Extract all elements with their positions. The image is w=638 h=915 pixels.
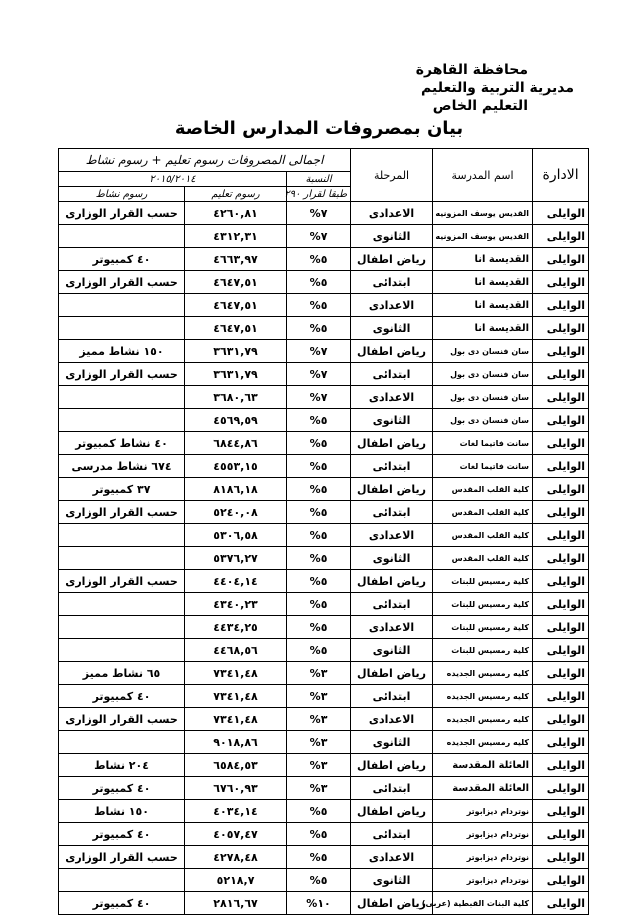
- table-row: [59, 501, 589, 524]
- cell-activity-fee: ٤٠ كمبيوتر: [59, 823, 185, 846]
- cell-stage: الاعدادى: [351, 524, 433, 547]
- cell-activity-fee: حسب القرار الوزارى: [59, 708, 185, 731]
- cell-admin: الوايلى: [533, 271, 589, 294]
- cell-admin: الوايلى: [533, 432, 589, 455]
- cell-tuition-fee: ٩٠١٨,٨٦: [185, 731, 287, 754]
- cell-admin: الوايلى: [533, 225, 589, 248]
- cell-school: نوتردام ديزابوتر: [433, 800, 533, 823]
- header-school: اسم المدرسة: [433, 149, 533, 202]
- cell-school: كلية رمسيس للبنات: [433, 616, 533, 639]
- cell-percentage: ٥%: [287, 869, 351, 892]
- cell-school: سان فنسان دى بول: [433, 409, 533, 432]
- cell-percentage: ٧%: [287, 363, 351, 386]
- table-row: [59, 731, 589, 754]
- table-row: [59, 800, 589, 823]
- cell-tuition-fee: ٦٨٤٤,٨٦: [185, 432, 287, 455]
- cell-stage: الثانوى: [351, 317, 433, 340]
- cell-stage: ابتدائى: [351, 593, 433, 616]
- cell-school: القديسة انا: [433, 317, 533, 340]
- table-body: [59, 202, 589, 915]
- cell-school: كلية القلب المقدس: [433, 478, 533, 501]
- cell-admin: الوايلى: [533, 570, 589, 593]
- cell-admin: الوايلى: [533, 524, 589, 547]
- cell-admin: الوايلى: [533, 800, 589, 823]
- table-row: [59, 547, 589, 570]
- cell-stage: الثانوى: [351, 731, 433, 754]
- cell-activity-fee: ٤٠ نشاط كمبيوتر: [59, 432, 185, 455]
- table-row: [59, 823, 589, 846]
- cell-school: سانت فاتيما لغات: [433, 455, 533, 478]
- cell-activity-fee: ١٥٠ نشاط مميز: [59, 340, 185, 363]
- cell-stage: الاعدادى: [351, 294, 433, 317]
- cell-percentage: ٧%: [287, 386, 351, 409]
- cell-percentage: ٥%: [287, 846, 351, 869]
- cell-admin: الوايلى: [533, 754, 589, 777]
- table-row: [59, 478, 589, 501]
- cell-admin: الوايلى: [533, 593, 589, 616]
- cell-school: القديس يوسف المزونيه: [433, 202, 533, 225]
- table-row: [59, 524, 589, 547]
- cell-percentage: ٣%: [287, 685, 351, 708]
- header-tuition: رسوم تعليم: [185, 187, 287, 202]
- cell-stage: رياض اطفال: [351, 570, 433, 593]
- cell-activity-fee: ٤٠ كمبيوتر: [59, 892, 185, 915]
- page-title: بيان بمصروفات المدارس الخاصة: [174, 118, 464, 139]
- cell-activity-fee: ٦٥ نشاط مميز: [59, 662, 185, 685]
- cell-school: سان فنسان دى بول: [433, 386, 533, 409]
- cell-activity-fee: حسب القرار الوزارى: [59, 363, 185, 386]
- header-total-fees: اجمالى المصروفات رسوم تعليم + رسوم نشاط: [59, 149, 351, 172]
- cell-stage: الاعدادى: [351, 616, 433, 639]
- cell-activity-fee: [59, 731, 185, 754]
- cell-admin: الوايلى: [533, 409, 589, 432]
- cell-percentage: ٥%: [287, 248, 351, 271]
- cell-stage: الاعدادى: [351, 846, 433, 869]
- cell-activity-fee: حسب القرار الوزارى: [59, 202, 185, 225]
- cell-activity-fee: [59, 409, 185, 432]
- cell-school: نوتردام ديزابوتر: [433, 869, 533, 892]
- cell-stage: رياض اطفال: [351, 892, 433, 915]
- table-row: [59, 754, 589, 777]
- cell-percentage: ٥%: [287, 501, 351, 524]
- cell-admin: الوايلى: [533, 662, 589, 685]
- cell-stage: رياض اطفال: [351, 248, 433, 271]
- cell-tuition-fee: ٤٤٠٤,١٤: [185, 570, 287, 593]
- table-row: [59, 363, 589, 386]
- cell-tuition-fee: ٧٣٤١,٤٨: [185, 685, 287, 708]
- cell-activity-fee: ٢٠٤ نشاط: [59, 754, 185, 777]
- cell-tuition-fee: ٣٦٣١,٧٩: [185, 363, 287, 386]
- cell-activity-fee: ٤٠ كمبيوتر: [59, 777, 185, 800]
- cell-activity-fee: ٦٧٤ نشاط مدرسى: [59, 455, 185, 478]
- cell-admin: الوايلى: [533, 708, 589, 731]
- cell-tuition-fee: ٤٢٦٠,٨١: [185, 202, 287, 225]
- table-row: [59, 593, 589, 616]
- cell-stage: الثانوى: [351, 547, 433, 570]
- cell-school: نوتردام ديزابوتر: [433, 823, 533, 846]
- cell-percentage: ٥%: [287, 432, 351, 455]
- cell-activity-fee: [59, 616, 185, 639]
- cell-admin: الوايلى: [533, 547, 589, 570]
- cell-activity-fee: [59, 547, 185, 570]
- cell-percentage: ٣%: [287, 731, 351, 754]
- cell-activity-fee: حسب القرار الوزارى: [59, 501, 185, 524]
- cell-percentage: ٣%: [287, 777, 351, 800]
- header-directorate: مديرية التربية والتعليم: [421, 80, 574, 96]
- cell-admin: الوايلى: [533, 478, 589, 501]
- table-row: [59, 202, 589, 225]
- cell-tuition-fee: ٨١٨٦,١٨: [185, 478, 287, 501]
- table-row: [59, 225, 589, 248]
- cell-percentage: ٥%: [287, 294, 351, 317]
- cell-tuition-fee: ٣٦٨٠,٦٣: [185, 386, 287, 409]
- header-decree: طبقا لقرار ٢٩٠: [287, 187, 351, 202]
- cell-school: القديسة انا: [433, 294, 533, 317]
- table-row: [59, 248, 589, 271]
- cell-admin: الوايلى: [533, 386, 589, 409]
- cell-school: سان فنسان دى بول: [433, 340, 533, 363]
- table-row: [59, 570, 589, 593]
- cell-activity-fee: [59, 869, 185, 892]
- cell-admin: الوايلى: [533, 202, 589, 225]
- cell-tuition-fee: ٤٣١٢,٣١: [185, 225, 287, 248]
- cell-activity-fee: [59, 639, 185, 662]
- table-row: [59, 386, 589, 409]
- table-row: [59, 846, 589, 869]
- cell-activity-fee: حسب القرار الوزارى: [59, 271, 185, 294]
- cell-percentage: ٣%: [287, 662, 351, 685]
- cell-admin: الوايلى: [533, 892, 589, 915]
- cell-tuition-fee: ٧٣٤١,٤٨: [185, 662, 287, 685]
- cell-admin: الوايلى: [533, 869, 589, 892]
- cell-tuition-fee: ٤٥٥٣,١٥: [185, 455, 287, 478]
- table-row: [59, 685, 589, 708]
- cell-school: سان فنسان دى بول: [433, 363, 533, 386]
- cell-stage: رياض اطفال: [351, 432, 433, 455]
- cell-tuition-fee: ٤٦٤٧,٥١: [185, 317, 287, 340]
- cell-admin: الوايلى: [533, 501, 589, 524]
- cell-tuition-fee: ٤٦٤٧,٥١: [185, 294, 287, 317]
- cell-tuition-fee: ٤٣٤٠,٢٣: [185, 593, 287, 616]
- table-row: [59, 616, 589, 639]
- cell-tuition-fee: ٥٢٤٠,٠٨: [185, 501, 287, 524]
- table-row: [59, 340, 589, 363]
- cell-tuition-fee: ٥٣٧٦,٢٧: [185, 547, 287, 570]
- cell-stage: الاعدادى: [351, 202, 433, 225]
- cell-stage: الاعدادى: [351, 708, 433, 731]
- header-governorate: محافظة القاهرة: [415, 62, 528, 78]
- cell-activity-fee: [59, 225, 185, 248]
- cell-school: كلية البنات القبطية (عربى): [433, 892, 533, 915]
- cell-school: كليه رمسيس الجديده: [433, 731, 533, 754]
- cell-percentage: ٥%: [287, 823, 351, 846]
- cell-percentage: ٥%: [287, 478, 351, 501]
- cell-percentage: ٣%: [287, 708, 351, 731]
- table-row: [59, 639, 589, 662]
- cell-school: كليه رمسيس الجديده: [433, 708, 533, 731]
- cell-tuition-fee: ٦٧٦٠,٩٣: [185, 777, 287, 800]
- cell-admin: الوايلى: [533, 731, 589, 754]
- cell-stage: رياض اطفال: [351, 340, 433, 363]
- table-row: [59, 662, 589, 685]
- cell-stage: ابتدائى: [351, 501, 433, 524]
- header-percentage: النسبة: [287, 172, 351, 187]
- cell-percentage: ٥%: [287, 570, 351, 593]
- table-row: [59, 708, 589, 731]
- cell-activity-fee: حسب القرار الوزارى: [59, 846, 185, 869]
- cell-admin: الوايلى: [533, 317, 589, 340]
- cell-school: كلية القلب المقدس: [433, 501, 533, 524]
- cell-admin: الوايلى: [533, 340, 589, 363]
- cell-stage: رياض اطفال: [351, 800, 433, 823]
- cell-percentage: ٥%: [287, 409, 351, 432]
- cell-activity-fee: ٤٠ كمبيوتر: [59, 248, 185, 271]
- cell-admin: الوايلى: [533, 846, 589, 869]
- cell-school: القديسة انا: [433, 271, 533, 294]
- cell-stage: ابتدائى: [351, 363, 433, 386]
- cell-admin: الوايلى: [533, 777, 589, 800]
- cell-tuition-fee: ٧٣٤١,٤٨: [185, 708, 287, 731]
- cell-tuition-fee: ٤٥٦٩,٥٩: [185, 409, 287, 432]
- cell-school: سانت فاتيما لغات: [433, 432, 533, 455]
- cell-percentage: ٥%: [287, 317, 351, 340]
- header-year: ٢٠١٥/٢٠١٤: [59, 172, 287, 187]
- cell-school: كلية رمسيس للبنات: [433, 570, 533, 593]
- cell-school: كليه رمسيس الجديده: [433, 685, 533, 708]
- cell-stage: ابتدائى: [351, 685, 433, 708]
- cell-percentage: ١٠%: [287, 892, 351, 915]
- cell-stage: الثانوى: [351, 225, 433, 248]
- cell-percentage: ٧%: [287, 202, 351, 225]
- cell-percentage: ٥%: [287, 547, 351, 570]
- cell-school: القديسة انا: [433, 248, 533, 271]
- cell-admin: الوايلى: [533, 685, 589, 708]
- cell-percentage: ٣%: [287, 754, 351, 777]
- cell-activity-fee: ٣٧ كمبيوتر: [59, 478, 185, 501]
- cell-activity-fee: [59, 317, 185, 340]
- cell-school: كلية رمسيس للبنات: [433, 639, 533, 662]
- cell-activity-fee: [59, 524, 185, 547]
- cell-activity-fee: [59, 593, 185, 616]
- table-row: [59, 455, 589, 478]
- table-row: [59, 409, 589, 432]
- cell-activity-fee: ١٥٠ نشاط: [59, 800, 185, 823]
- cell-admin: الوايلى: [533, 639, 589, 662]
- cell-percentage: ٥%: [287, 800, 351, 823]
- cell-tuition-fee: ٤٠٣٤,١٤: [185, 800, 287, 823]
- cell-admin: الوايلى: [533, 823, 589, 846]
- table-row: [59, 271, 589, 294]
- cell-stage: ابتدائى: [351, 777, 433, 800]
- cell-school: كلية رمسيس للبنات: [433, 593, 533, 616]
- cell-stage: الثانوى: [351, 869, 433, 892]
- cell-school: كلية القلب المقدس: [433, 524, 533, 547]
- cell-percentage: ٥%: [287, 271, 351, 294]
- cell-tuition-fee: ٤٠٥٧,٤٧: [185, 823, 287, 846]
- cell-percentage: ٥%: [287, 524, 351, 547]
- cell-stage: رياض اطفال: [351, 754, 433, 777]
- cell-stage: ابتدائى: [351, 823, 433, 846]
- cell-tuition-fee: ٤٤٦٨,٥٦: [185, 639, 287, 662]
- table-row: [59, 432, 589, 455]
- cell-admin: الوايلى: [533, 616, 589, 639]
- table-row: [59, 869, 589, 892]
- cell-activity-fee: [59, 386, 185, 409]
- cell-percentage: ٥%: [287, 639, 351, 662]
- table-row: [59, 892, 589, 915]
- cell-tuition-fee: ٥٣٠٦,٥٨: [185, 524, 287, 547]
- cell-school: كلية القلب المقدس: [433, 547, 533, 570]
- cell-percentage: ٧%: [287, 225, 351, 248]
- fees-table: [58, 148, 589, 915]
- header-admin: الادارة: [533, 149, 589, 202]
- cell-tuition-fee: ٦٥٨٤,٥٣: [185, 754, 287, 777]
- cell-activity-fee: [59, 294, 185, 317]
- cell-school: نوتردام ديزابوتر: [433, 846, 533, 869]
- table-row: [59, 317, 589, 340]
- cell-tuition-fee: ٣٦٣١,٧٩: [185, 340, 287, 363]
- cell-admin: الوايلى: [533, 248, 589, 271]
- cell-stage: ابتدائى: [351, 271, 433, 294]
- cell-tuition-fee: ٤٢٧٨,٤٨: [185, 846, 287, 869]
- table-row: [59, 294, 589, 317]
- cell-stage: الثانوى: [351, 639, 433, 662]
- cell-activity-fee: ٤٠ كمبيوتر: [59, 685, 185, 708]
- cell-tuition-fee: ٥٢١٨,٧: [185, 869, 287, 892]
- cell-stage: الثانوى: [351, 409, 433, 432]
- cell-school: القديس يوسف المزونيه: [433, 225, 533, 248]
- cell-activity-fee: حسب القرار الوزارى: [59, 570, 185, 593]
- cell-admin: الوايلى: [533, 294, 589, 317]
- cell-stage: رياض اطفال: [351, 478, 433, 501]
- cell-stage: رياض اطفال: [351, 662, 433, 685]
- cell-tuition-fee: ٤٦٤٧,٥١: [185, 271, 287, 294]
- cell-school: العائلة المقدسة: [433, 777, 533, 800]
- header-department: التعليم الخاص: [432, 98, 528, 114]
- cell-admin: الوايلى: [533, 363, 589, 386]
- cell-percentage: ٥%: [287, 593, 351, 616]
- cell-stage: ابتدائى: [351, 455, 433, 478]
- cell-percentage: ٥%: [287, 616, 351, 639]
- cell-admin: الوايلى: [533, 455, 589, 478]
- header-stage: المرحلة: [351, 149, 433, 202]
- cell-percentage: ٥%: [287, 455, 351, 478]
- cell-tuition-fee: ٤٤٣٤,٢٥: [185, 616, 287, 639]
- cell-tuition-fee: ٢٨١٦,٦٧: [185, 892, 287, 915]
- cell-percentage: ٧%: [287, 340, 351, 363]
- table-row: [59, 777, 589, 800]
- cell-stage: الاعدادى: [351, 386, 433, 409]
- cell-tuition-fee: ٤٦٦٣,٩٧: [185, 248, 287, 271]
- cell-school: كليه رمسيس الجديده: [433, 662, 533, 685]
- header-activity: رسوم نشاط: [59, 187, 185, 202]
- cell-school: العائلة المقدسة: [433, 754, 533, 777]
